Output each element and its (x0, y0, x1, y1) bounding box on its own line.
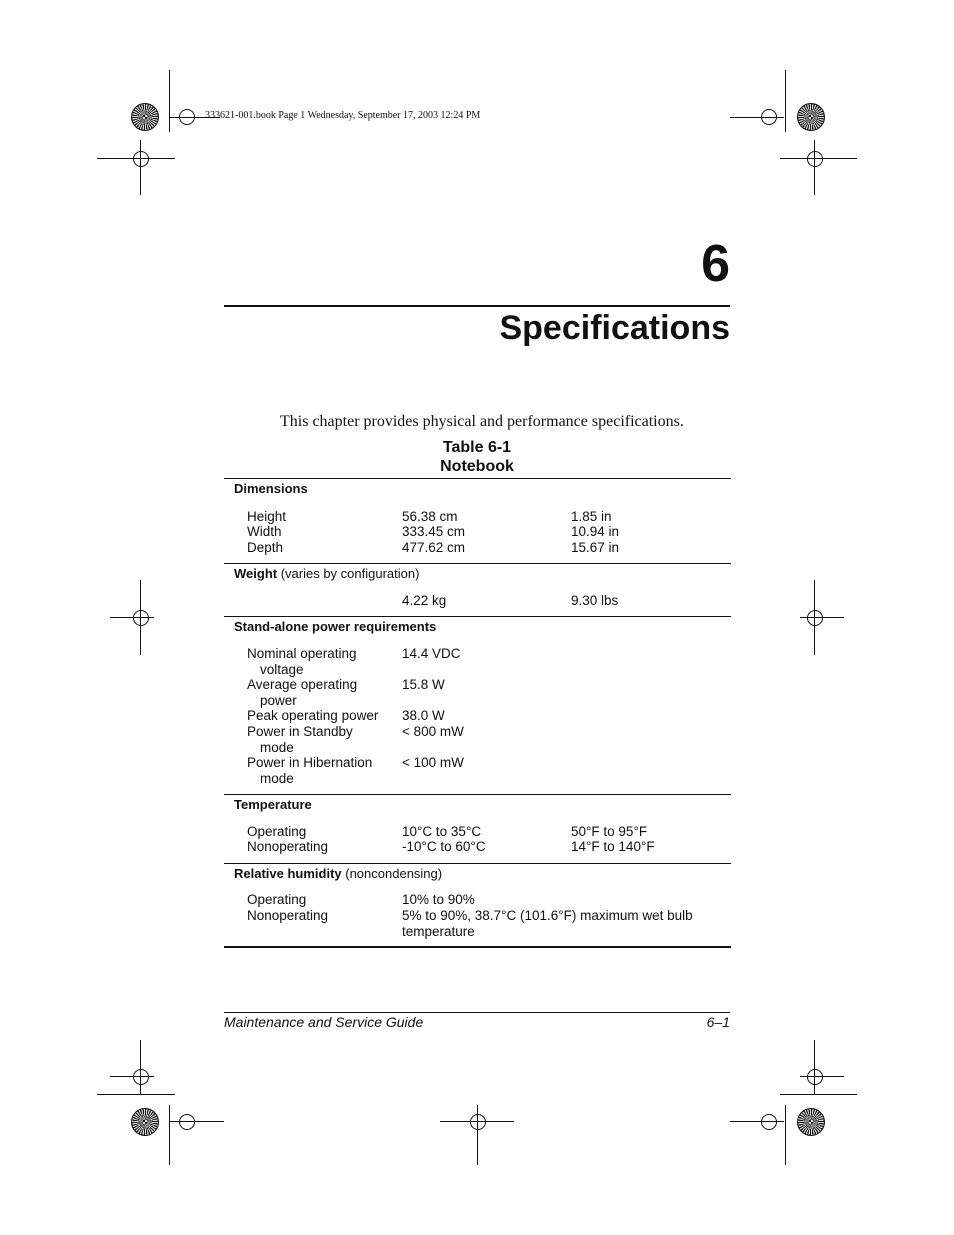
registration-mark-icon (133, 610, 149, 626)
row-label: Operating (247, 892, 307, 907)
row-value: 10% to 90% (402, 892, 475, 907)
row-label: Operating (247, 824, 307, 839)
table-rule (224, 863, 731, 864)
color-bar-icon (797, 103, 825, 131)
chapter-title: Specifications (499, 309, 730, 347)
crop-line (140, 140, 141, 195)
color-bar-icon (797, 1108, 825, 1136)
registration-mark-icon (133, 1069, 149, 1085)
table-rule (224, 794, 731, 795)
row-value: 56.38 cm (402, 509, 458, 524)
row-label: Nonoperating (247, 908, 329, 923)
crop-line (169, 70, 170, 132)
registration-mark-icon (179, 109, 195, 125)
row-label: Average operating power (247, 677, 358, 708)
table-rule (224, 616, 731, 617)
registration-mark-icon (179, 1114, 195, 1130)
row-value: 14°F to 140°F (571, 839, 655, 854)
section-title-power: Stand-alone power requirements (234, 619, 437, 634)
row-value: 5% to 90%, 38.7°C (101.6°F) maximum wet bulb temperature (402, 908, 693, 939)
registration-mark-icon (133, 151, 149, 167)
row-value: 50°F to 95°F (571, 824, 648, 839)
row-value: < 800 mW (402, 724, 464, 739)
row-value: -10°C to 60°C (402, 839, 486, 854)
crop-line (97, 1094, 175, 1095)
registration-mark-icon (807, 1069, 823, 1085)
row-value: < 100 mW (402, 755, 464, 770)
chapter-rule (224, 305, 730, 307)
table-caption-title: Notebook (440, 458, 514, 475)
registration-mark-icon (807, 151, 823, 167)
row-value: 1.85 in (571, 509, 612, 524)
color-bar-icon (131, 1108, 159, 1136)
row-label: Nonoperating (247, 839, 329, 854)
row-value: 10.94 in (571, 524, 620, 539)
row-label: Depth (247, 540, 284, 555)
crop-line (785, 1105, 786, 1165)
section-title-weight: Weight (varies by configuration) (234, 566, 420, 581)
print-header: 333621-001.book Page 1 Wednesday, September 17, 2003 12:24 PM (205, 110, 481, 121)
crop-line (140, 1040, 141, 1095)
registration-mark-icon (470, 1114, 486, 1130)
row-label: Power in Standby mode (247, 724, 353, 755)
row-value: 10°C to 35°C (402, 824, 482, 839)
table-caption-number: Table 6-1 (442, 439, 512, 456)
row-label: Peak operating power (247, 708, 379, 723)
chapter-number: 6 (701, 235, 730, 293)
table-bottom-rule (224, 946, 731, 948)
row-label: Height (247, 509, 287, 524)
crop-line (169, 1105, 170, 1165)
row-value: 477.62 cm (402, 540, 466, 555)
crop-line (780, 1094, 857, 1095)
row-label: Nominal operating voltage (247, 646, 357, 677)
table-rule (224, 563, 731, 564)
footer-guide-title: Maintenance and Service Guide (224, 1014, 424, 1030)
row-value: 14.4 VDC (402, 646, 461, 661)
row-value: 15.8 W (402, 677, 445, 692)
registration-mark-icon (761, 1114, 777, 1130)
footer-rule (224, 1012, 730, 1013)
table-rule (224, 478, 731, 479)
row-label: Power in Hibernation mode (247, 755, 373, 786)
row-value: 333.45 cm (402, 524, 466, 539)
crop-line (785, 70, 786, 132)
registration-mark-icon (807, 610, 823, 626)
section-title-dimensions: Dimensions (234, 481, 308, 496)
row-label: Width (247, 524, 282, 539)
footer-page-number: 6–1 (706, 1014, 730, 1030)
row-value: 15.67 in (571, 540, 620, 555)
registration-mark-icon (761, 109, 777, 125)
section-title-humidity: Relative humidity (noncondensing) (234, 866, 443, 881)
row-value: 4.22 kg (402, 593, 447, 608)
row-value: 38.0 W (402, 708, 445, 723)
crop-line (814, 140, 815, 195)
intro-paragraph: This chapter provides physical and performance specifications. (280, 413, 684, 430)
section-title-temperature: Temperature (234, 797, 312, 812)
crop-line (814, 1040, 815, 1095)
color-bar-icon (131, 103, 159, 131)
row-value: 9.30 lbs (571, 593, 619, 608)
